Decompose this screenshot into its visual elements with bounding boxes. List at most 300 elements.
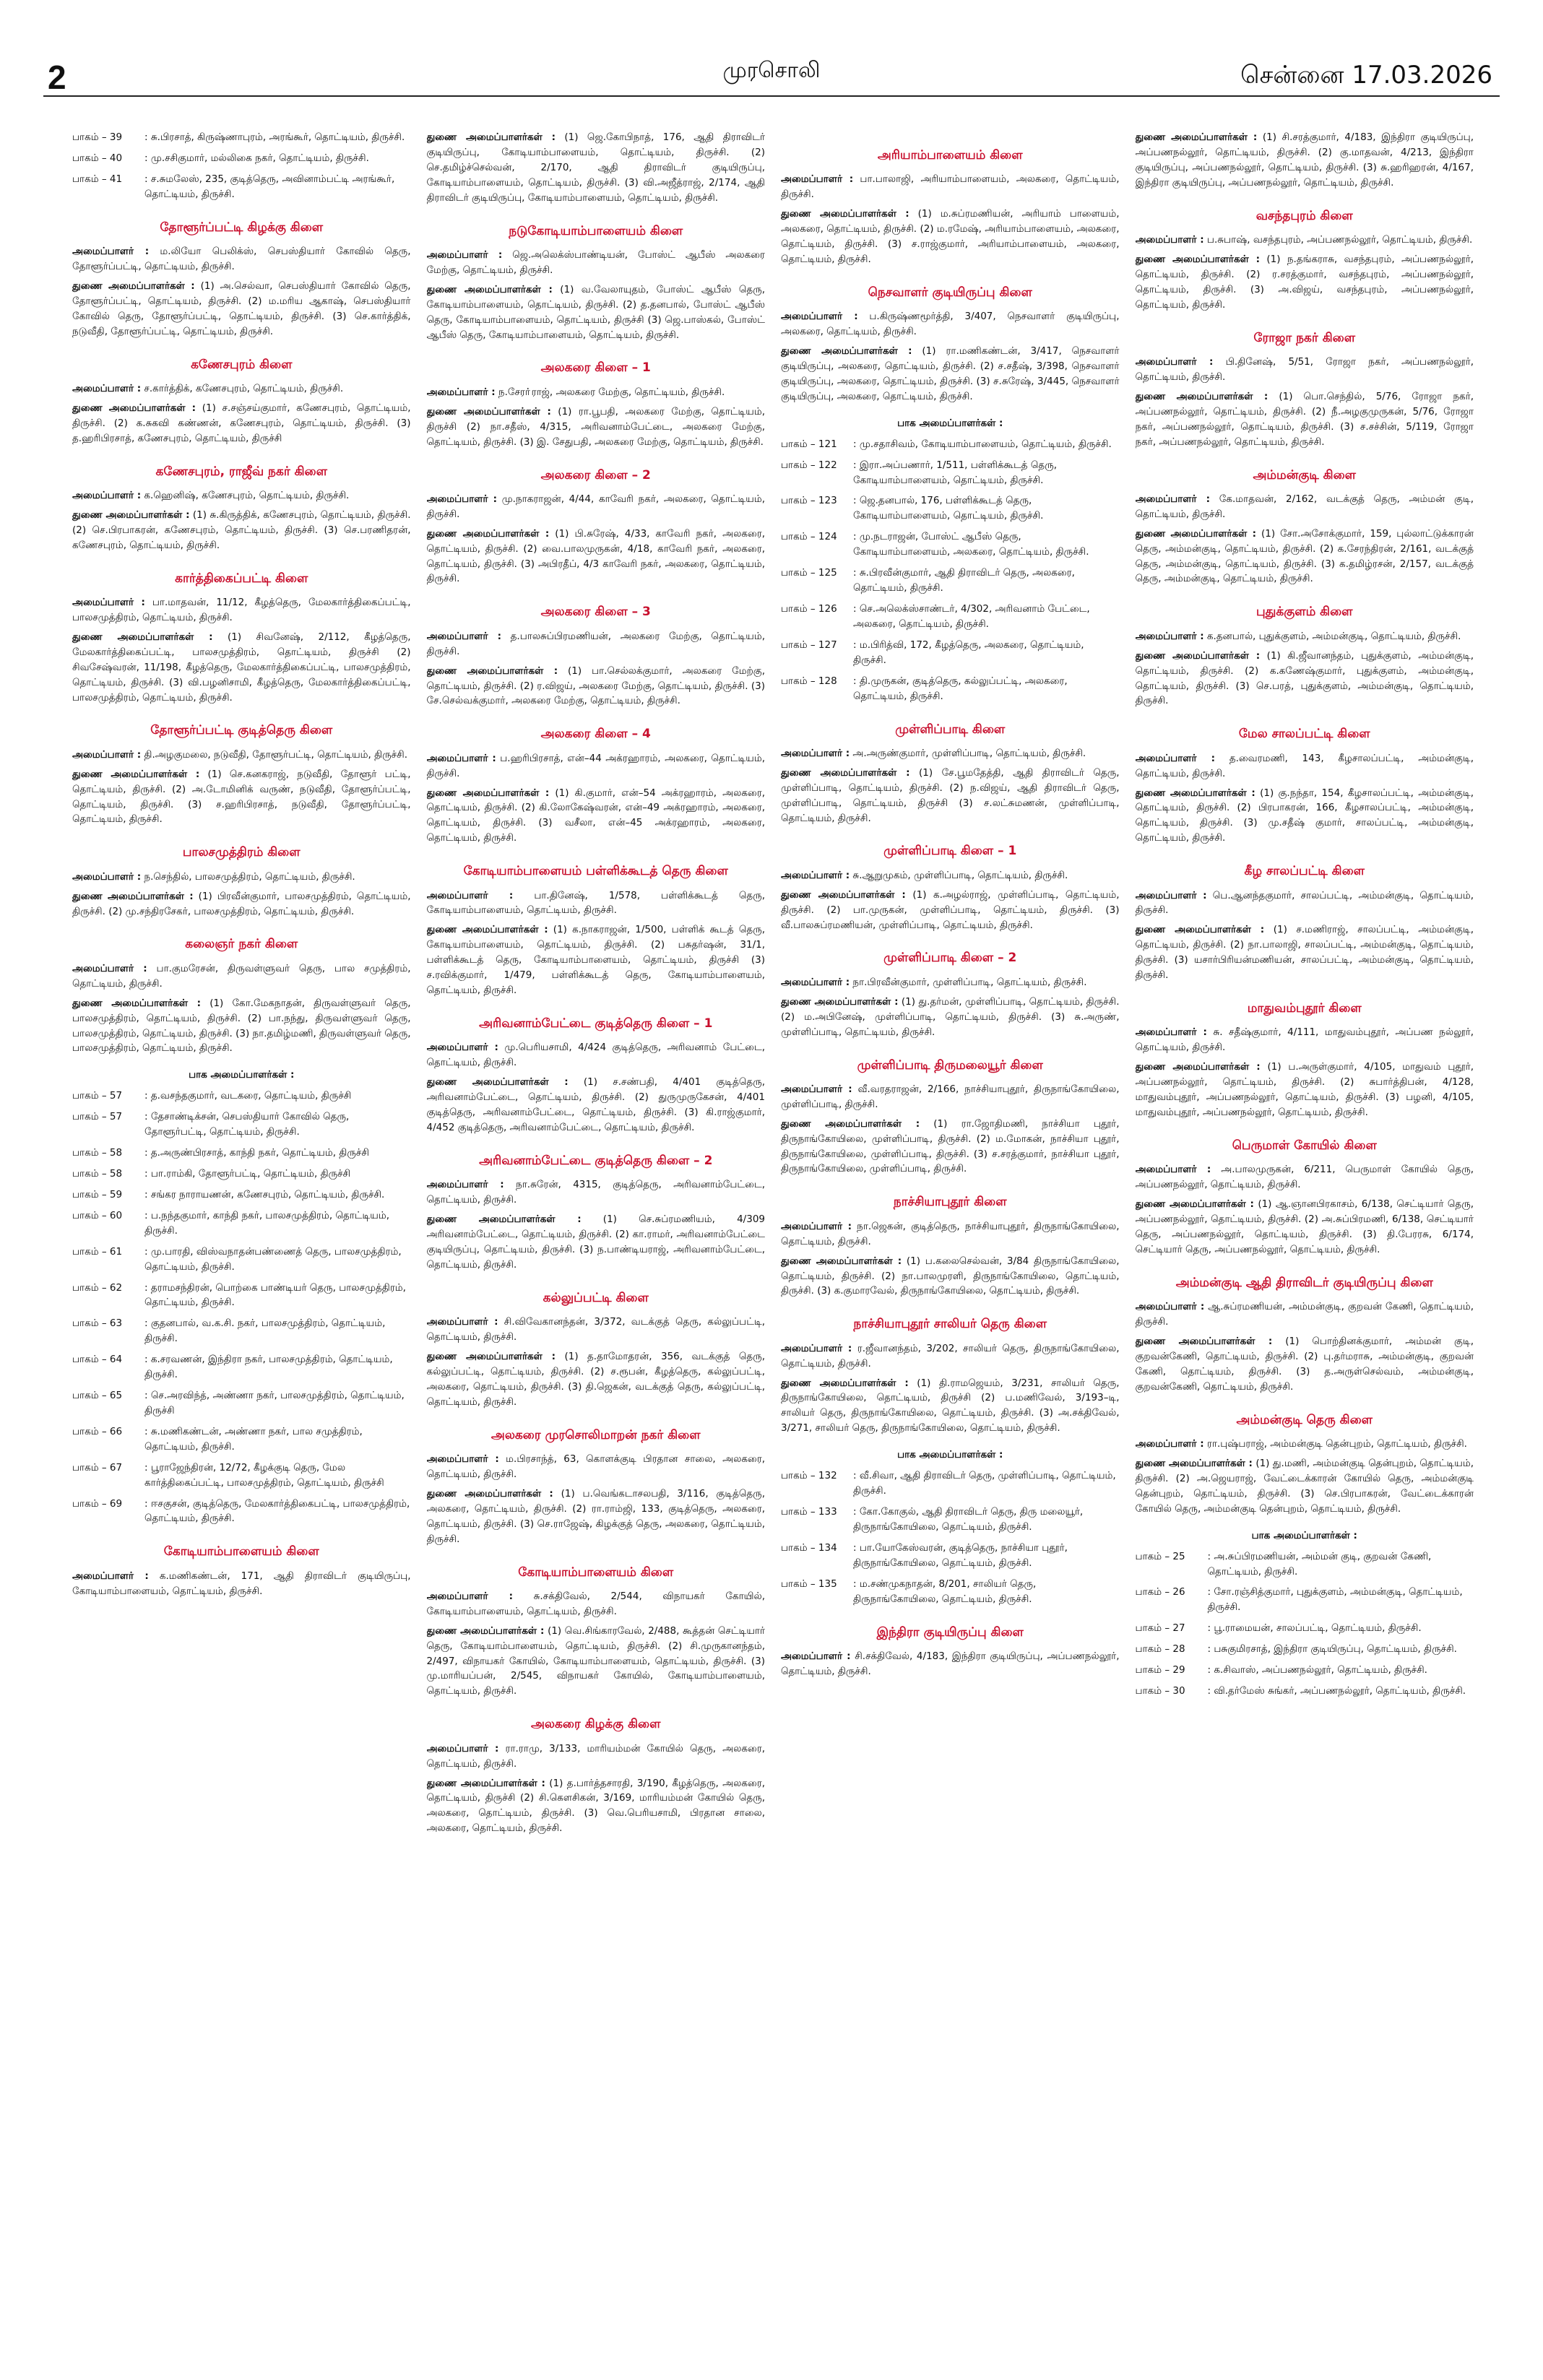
- branch-entry: [781, 1082, 1120, 1112]
- branch-title: வசந்தபுரம் கிளை: [1255, 208, 1353, 223]
- ward-row: [781, 493, 1120, 524]
- ward-row: [1136, 1663, 1474, 1678]
- member-details: (1) சி.சரத்குமார், 4/183, இந்திரா குடியிருப்பு, அப்பணநல்லூர், தொட்டியம், திருச்சி. (2) கு.மாதவன், 4/213, இந்திரா குடியிருப்பு, அப்பணநல்லூர், தொட்டியம், திருச்சி. (3) சு.ஹரிஹரன், 4/167, இந்திரா குடியிருப்பு, அப்பணநல்லூர், தொட்டியம், திருச்சி.: [1135, 131, 1474, 189]
- role-label: அமைப்பாளர் :: [426, 1042, 498, 1054]
- branch-entry: [427, 1624, 766, 1700]
- ward-row: [72, 1316, 411, 1346]
- role-label: அமைப்பாளர் :: [1135, 493, 1211, 505]
- branch-section: [427, 1426, 766, 1547]
- ward-row: [72, 1089, 411, 1104]
- branch-entry: [427, 1776, 766, 1837]
- branch-entry: [781, 766, 1120, 826]
- branch-title: அம்மன்குடி கிளை: [1253, 467, 1357, 483]
- member-details: (1) பொ.செந்தில், 5/76, ரோஜா நகர், அப்பணநல்லூர், தொட்டியம், திருச்சி. (2) நீ.அழகுமுருகன், 5/76, ரோஜா நகர், அப்பணநல்லூர், தொட்டியம், திருச்சி. (3) ச.சச்சின், 5/119, ரோஜா நகர், அப்பணநல்லூர், தொட்டியம், திருச்சி.: [1135, 390, 1474, 448]
- column-3: [781, 130, 1120, 2355]
- branch-entry: [72, 889, 411, 919]
- branch-section: [1136, 207, 1474, 313]
- role-label: துணை அமைப்பாளர்கள் :: [781, 766, 910, 779]
- member-details: மு.நாகராஜன், 4/44, காவேரி நகர், அலகரை, தொட்டியம், திருச்சி.: [426, 493, 765, 520]
- branch-title: புதுக்குளம் கிளை: [1255, 605, 1353, 620]
- member-details: க.தனபால், புதுக்குளம், அம்மன்குடி, தொட்டியம், திருச்சி.: [1203, 630, 1461, 642]
- ward-number: பாகம் – 57: [72, 1090, 123, 1102]
- ward-number: பாகம் – 25: [1135, 1550, 1185, 1562]
- branch-section: [781, 1623, 1120, 1679]
- member-details: கே.மாதவன், 2/162, வடக்குத் தெரு, அம்மன் குடி, தொட்டியம், திருச்சி.: [1135, 493, 1474, 520]
- branch-title: கலைஞர் நகர் கிளை: [185, 937, 298, 952]
- role-label: துணை அமைப்பாளர்கள் :: [426, 1350, 556, 1362]
- branch-entry: [427, 888, 766, 919]
- ward-details: : இரா.அப்பணார், 1/511, பள்ளிக்கூடத் தெரு, கோடியாம்பாளையம், தொட்டியம், திருச்சி.: [853, 459, 1057, 486]
- branch-section: [427, 130, 766, 206]
- member-details: வீ.வரதராஜன், 2/166, நாச்சியாபுதூர், திருநாங்கோயிலை, முள்ளிப்பாடி, திருச்சி.: [781, 1083, 1120, 1110]
- member-details: ந.சேரா்ராஜ், அலகரை மேற்கு, தொட்டியம், திருச்சி.: [495, 386, 725, 398]
- branch-section: [427, 1715, 766, 1836]
- member-details: (1) த.பார்த்தசாரதி, 3/190, கீழத்தெரு, அலகரை, தொட்டியம், திருச்சி (2) சி.கௌசிகன், 3/169, மாரியம்மன் கோயில் தெரு, அலகரை, தொட்டியம், திருச்சி. (3) வெ.பெரியசாமி, பிரதான சாலை, அலகரை, தொட்டியம், திருச்சி.: [426, 1777, 765, 1835]
- role-label: துணை அமைப்பாளர்கள் :: [426, 527, 550, 540]
- role-label: அமைப்பாளர் :: [1135, 889, 1207, 901]
- branch-entry: [1136, 252, 1474, 313]
- role-label: துணை அமைப்பாளர்கள் :: [426, 1777, 545, 1789]
- ward-row: [72, 1388, 411, 1419]
- branch-entry: [427, 385, 766, 400]
- role-label: துணை அமைப்பாளர்கள் :: [1135, 649, 1261, 662]
- branch-title: தோளூர்ப்பட்டி கிழக்கு கிளை: [160, 220, 324, 235]
- branch-entry: [1136, 1197, 1474, 1258]
- branch-title: கார்த்திகைப்பட்டி கிளை: [175, 571, 308, 586]
- branch-title: கீழ சாலப்பட்டி கிளை: [1244, 864, 1365, 879]
- branch-entry: [427, 922, 766, 998]
- ward-number: பாகம் – 65: [72, 1390, 123, 1402]
- ward-number: பாகம் – 40: [72, 152, 123, 164]
- ward-details: : அ.சுப்பிரமணியன், அம்மன் குடி, குறவன் கேணி, தொட்டியம், திருச்சி.: [1207, 1550, 1432, 1578]
- branch-entry: [72, 244, 411, 274]
- branch-section: [427, 862, 766, 998]
- ward-details: : செ.அலெக்ஸ்சாண்டர், 4/302, அரிவனாம் பேட்டை, அலகரை, தொட்டியம், திருச்சி.: [853, 602, 1090, 630]
- member-details: நா.பிரவீன்குமார், முள்ளிப்பாடி, தொட்டியம், திருச்சி.: [850, 976, 1087, 988]
- member-details: பா.தினேஷ், 1/578, பள்ளிக்கூடத் தெரு, கோடியாம்பாளையம், தொட்டியம், திருச்சி.: [426, 889, 765, 917]
- member-details: (1) த.தாமோதரன், 356, வடக்குத் தெரு, கல்லுப்பட்டி, தொட்டியம், திருச்சி. (2) ச.ரூபன், கீழத்தெரு, கல்லுப்பட்டி, அலகரை, தொட்டியம், திருச்சி. (3) தி.ஜெகன், வடக்குத் தெரு, கல்லுப்பட்டி, தொட்டியம், திருச்சி.: [426, 1350, 765, 1408]
- member-details: பா.குமரேசன், திருவள்ளுவர் தெரு, பால சமுத்திரம், தொட்டியம், திருச்சி.: [72, 962, 411, 990]
- role-label: துணை அமைப்பாளர்கள் :: [426, 665, 558, 677]
- ward-details: : க.சரவணன், இந்திரா நகர், பாலசமுத்திரம், தொட்டியம், திருச்சி.: [144, 1354, 393, 1381]
- branch-entry: [781, 207, 1120, 267]
- branch-title: கணேசபுரம், ராஜீவ் நகர் கிளை: [155, 464, 327, 479]
- ward-row: [72, 1497, 411, 1527]
- member-details: (1) து.தர்மன், முள்ளிப்பாடி, தொட்டியம், திருச்சி. (2) ம.அபினேஷ், முள்ளிப்பாடி, தொட்டியம், திருச்சி. (3) சு.அருண், முள்ளிப்பாடி, தொட்டியம், திருச்சி.: [781, 995, 1120, 1038]
- member-details: த.வைரமணி, 143, கீழசாலப்பட்டி, அம்மன்குடி, தொட்டியம், திருச்சி.: [1135, 752, 1474, 779]
- role-label: அமைப்பாளர் :: [1135, 355, 1214, 368]
- branch-title: நெசவாளர் குடியிருப்பு கிளை: [868, 285, 1032, 300]
- branch-title: முள்ளிப்பாடி திருமலையூர் கிளை: [857, 1057, 1043, 1073]
- role-label: அமைப்பாளர் :: [72, 489, 142, 501]
- role-label: அமைப்பாளர் :: [426, 1453, 499, 1465]
- member-details: ரா.புஷ்பராஜ், அம்மன்குடி தென்புறம், தொட்டியம், திருச்சி.: [1203, 1438, 1467, 1450]
- branch-title: கணேசபுரம் கிளை: [191, 357, 293, 372]
- branch-entry: [72, 279, 411, 339]
- member-details: (1) ரா.ஜோதிமணி, நாச்சியா புதூர், திருநாங்கோயிலை, முள்ளிப்பாடி, திருச்சி. (2) ம.மோகன், நாச்சியா புதூர், திருநாங்கோயிலை, முள்ளிப்பாடி, திருச்சி. (3) ச.சரத்குமார், நாச்சியா புதூர், திருநாங்கோயிலை, முள்ளிப்பாடி, திருச்சி.: [781, 1117, 1120, 1175]
- branch-entry: [1136, 389, 1474, 450]
- role-label: துணை அமைப்பாளர்கள் :: [72, 997, 202, 1009]
- ward-details: : ம.சண்முகநாதன், 8/201, சாலியர் தெரு, திருநாங்கோயிலை, தொட்டியம், திருச்சி.: [853, 1578, 1037, 1605]
- branch-title: பெருமாள் கோயில் கிளை: [1232, 1138, 1377, 1153]
- branch-section: [1136, 602, 1474, 709]
- ward-row: [72, 151, 411, 166]
- role-label: அமைப்பாளர் :: [781, 976, 850, 988]
- ward-number: பாகம் – 57: [72, 1111, 123, 1123]
- member-details: சு.ஆறுமுகம், முள்ளிப்பாடி, தொட்டியம், திருச்சி.: [850, 869, 1068, 881]
- member-details: (1) சிவனேஷ், 2/112, கீழத்தெரு, மேலகார்த்திகைப்பட்டி, பாலசமுத்திரம், தொட்டியம், திருச்சி (2) சிவசேஷ்வரன், 11/198, கீழத்தெரு, மேலகார்த்திகைப்பட்டி, பாலசமுத்திரம், தொட்டியம், திருச்சி. (3) வி.பழனிசாமி, கீழத்தெரு, மேலகார்த்திகைப்பட்டி, பாலசமுத்திரம், தொட்டியம், திருச்சி.: [72, 631, 411, 704]
- branch-title: ரோஜா நகர் கிளை: [1253, 330, 1356, 345]
- branch-entry: [72, 401, 411, 446]
- member-details: (1) ந.தங்கராசு, வசந்தபுரம், அப்பணநல்லூர், தொட்டியம், திருச்சி. (2) ர.சரத்குமார், வசந்தபுரம், அப்பணநல்லூர், தொட்டியம், திருச்சி. (3) அ.விஜய், வசந்தபுரம், அப்பணநல்லூர், தொட்டியம், திருச்சி.: [1135, 253, 1474, 311]
- ward-number: பாகம் – 61: [72, 1245, 123, 1258]
- role-label: துணை அமைப்பாளர்கள் :: [72, 890, 194, 902]
- role-label: துணை அமைப்பாளர்கள் :: [426, 1624, 545, 1637]
- subsection-heading: பாக அமைப்பாளர்கள் :: [897, 417, 1003, 429]
- role-label: அமைப்பாளர் :: [72, 1570, 149, 1582]
- branch-entry: [427, 1040, 766, 1070]
- ward-number: பாகம் – 132: [781, 1470, 837, 1482]
- ward-details: : த.அருண்பிரசாத், காந்தி நகர், தொட்டியம், திருச்சி: [144, 1147, 369, 1159]
- branch-entry: [781, 1376, 1120, 1437]
- branch-title: அலகரை கிளை – 3: [540, 605, 651, 620]
- branch-title: அரிவனாம்பேட்டை குடித்தெரு கிளை – 1: [479, 1016, 713, 1031]
- branch-entry: [427, 1349, 766, 1410]
- branch-title: முள்ளிப்பாடி கிளை – 1: [883, 844, 1017, 859]
- branch-title: அலகரை முரசொலிமாறன் நகர் கிளை: [490, 1427, 701, 1442]
- member-details: ஜெ.அலெக்ஸ்பாண்டியன், போஸ்ட் ஆபீஸ் அலகரை மேற்கு, தொட்டியம், திருச்சி.: [426, 248, 765, 276]
- branch-section: [781, 841, 1120, 932]
- branch-title: அலகரை கிழக்கு கிளை: [531, 1717, 661, 1732]
- role-label: அமைப்பாளர் :: [1135, 1438, 1204, 1450]
- role-label: துணை அமைப்பாளர்கள் :: [781, 1255, 902, 1267]
- role-label: துணை அமைப்பாளர்கள் :: [426, 1487, 553, 1500]
- member-details: அ.அருண்குமார், முள்ளிப்பாடி, தொட்டியம், திருச்சி.: [850, 747, 1086, 759]
- branch-entry: [72, 488, 411, 503]
- ward-details: : ம.பிரித்வி, 172, கீழத்தெரு, அலகரை, தொட்டியம், திருச்சி.: [853, 639, 1084, 666]
- branch-section: [1136, 466, 1474, 587]
- branch-entry: [427, 130, 766, 206]
- article-columns: [72, 130, 1474, 2355]
- role-label: துணை அமைப்பாளர்கள் :: [426, 1076, 569, 1089]
- branch-section: [1136, 724, 1474, 846]
- branch-section: [72, 355, 411, 446]
- ward-number: பாகம் – 27: [1135, 1622, 1185, 1635]
- branch-entry: [1136, 527, 1474, 587]
- branch-entry: [427, 282, 766, 343]
- ward-details: : க.சிவாஸ், அப்பணநல்லூர், தொட்டியம், திருச்சி.: [1207, 1664, 1427, 1676]
- ward-number: பாகம் – 41: [72, 173, 123, 185]
- branch-entry: [427, 751, 766, 782]
- member-details: ச.கார்த்திக், கணேசபுரம், தொட்டியம், திருச்சி.: [141, 382, 344, 394]
- member-details: க.ஹெனிஷ், கணேசபுரம், தொட்டியம், திருச்சி.: [141, 489, 350, 501]
- branch-title: அரியாம்பாளையம் கிளை: [877, 148, 1023, 163]
- member-details: (1) ப.அருள்குமார், 4/105, மாதுவம் புதூர், அப்பணநல்லூர், தொட்டியம், திருச்சி. (2) சுபார்த்திபன், 4/128, மாதுவம்புதூர், அப்பணநல்லூர், தொட்டியம், திருச்சி. (3) பழனி, 4/105, மாதுவம்புதூர், அப்பணநல்லூர், தொட்டியம், திருச்சி.: [1135, 1061, 1474, 1119]
- ward-number: பாகம் – 66: [72, 1425, 123, 1437]
- role-label: அமைப்பாளர் :: [1135, 752, 1216, 764]
- branch-entry: [427, 248, 766, 278]
- ward-number: பாகம் – 123: [781, 495, 837, 507]
- newspaper-name: முரசொலி: [722, 58, 821, 83]
- subsection-heading: பாக அமைப்பாளர்கள் :: [1251, 1529, 1357, 1541]
- ward-row: [72, 1208, 411, 1239]
- member-details: (1) ச.மணிராஜ், சாலப்பட்டி, அம்மன்குடி, தொட்டியம், திருச்சி. (2) நா.பாலாஜி, சாலப்பட்டி, அம்மன்குடி, தொட்டியம், திருச்சி. (3) யசார்பிரியன்மணியன், சாலப்பட்டி, அம்மன்குடி, தொட்டியம், திருச்சி.: [1135, 924, 1474, 982]
- member-details: (1) ச.சண்பதி, 4/401 குடித்தெரு, அரிவனாம்பேட்டை, தொட்டியம், திருச்சி. (2) துருமுருகேசன், 4/401 குடித்தெரு, அரிவனாம்பேட்டை, தொட்டியம், திருச்சி. (3) கி.ராஜ்குமார், 4/452 குடித்தெரு, அரிவனாம்பேட்டை, தொட்டியம், திருச்சி.: [426, 1076, 765, 1133]
- ward-number: பாகம் – 29: [1135, 1664, 1185, 1676]
- role-label: அமைப்பாளர் :: [426, 493, 498, 505]
- ward-number: பாகம் – 58: [72, 1167, 123, 1180]
- ward-row: [72, 1352, 411, 1382]
- column-1: [72, 130, 411, 2355]
- branch-entry: [72, 870, 411, 885]
- member-details: (1) ஆ.ஞானபிரகாசம், 6/138, செட்டியார் தெரு, அப்பணநல்லூர், தொட்டியம், திருச்சி. (2) அ.சுப்பிரமணி, 6/138, செட்டியார் தெரு, அப்பணநல்லூர், தொட்டியம், திருச்சி. (3) தி.பேரரசு, 6/174, செட்டியார் தெரு, அப்பணநல்லூர், தொட்டியம், திருச்சி.: [1135, 1198, 1474, 1255]
- branch-entry: [1136, 1299, 1474, 1330]
- branch-entry: [1136, 649, 1474, 709]
- branch-title: இந்திரா குடியிருப்பு கிளை: [876, 1624, 1024, 1640]
- ward-list: [72, 1089, 411, 1526]
- branch-title: பாலசமுத்திரம் கிளை: [182, 845, 301, 860]
- branch-entry: [427, 527, 766, 587]
- branch-entry: [781, 888, 1120, 933]
- branch-entry: [427, 1315, 766, 1345]
- branch-entry: [781, 309, 1120, 339]
- branch-entry: [72, 508, 411, 553]
- member-details: (1) சோ.அசோக்குமார், 159, புல்லாட்டுக்காரன் தெரு, அம்மன்குடி, தொட்டியம், திருச்சி. (2) க.சேரந்திரன், 2/161, வடக்குத் தெரு, அம்மன்குடி, தொட்டியம், திருச்சி. (3) க.தமிழ்ரசன், 2/157, வடக்குத் தெரு, அம்மன்குடி, தொட்டியம், திருச்சி.: [1135, 527, 1474, 585]
- branch-entry: [1136, 1162, 1474, 1193]
- role-label: துணை அமைப்பாளர்கள் :: [426, 405, 551, 417]
- branch-section: [1136, 862, 1474, 983]
- ward-row: [72, 1424, 411, 1455]
- ward-details: : பசுகுமிரசாத், இந்திரா குடியிருப்பு, தொட்டியம், திருச்சி.: [1207, 1643, 1457, 1656]
- role-label: அமைப்பாளர் :: [426, 386, 496, 398]
- branch-entry: [427, 1452, 766, 1482]
- branch-entry: [427, 1589, 766, 1619]
- branch-entry: [1136, 355, 1474, 385]
- branch-title: அலகரை கிளை – 2: [540, 467, 651, 483]
- ward-number: பாகம் – 64: [72, 1354, 123, 1366]
- branch-section: [1136, 130, 1474, 191]
- branch-section: [781, 1193, 1120, 1299]
- branch-entry: [781, 995, 1120, 1040]
- role-label: துணை அமைப்பாளர்கள் :: [1135, 390, 1268, 402]
- branch-title: கல்லுப்பட்டி கிளை: [543, 1290, 649, 1305]
- role-label: அமைப்பாளர் :: [781, 1342, 852, 1354]
- branch-entry: [1136, 1060, 1474, 1120]
- member-details: சி.விவேகானந்தன், 3/372, வடக்குத் தெரு, கல்லுப்பட்டி, தொட்டியம், திருச்சி.: [426, 1316, 765, 1343]
- ward-number: பாகம் – 67: [72, 1461, 123, 1474]
- ward-row: [72, 1146, 411, 1161]
- member-details: (1) தி.ராமஜெயம், 3/231, சாலியர் தெரு, திருநாங்கோயிலை, தொட்டியம், திருச்சி (2) ப.மணிவேல், 3/193–டி, சாலியர் தெரு, திருநாங்கோயிலை, தொட்டியம், திருச்சி. (3) அ.சக்திவேல், 3/271, சாலியர் தெரு, திருநாங்கோயிலை, தொட்டியம், திருச்சி.: [781, 1377, 1120, 1435]
- ward-number: பாகம் – 122: [781, 459, 837, 471]
- ward-number: பாகம் – 39: [72, 131, 123, 143]
- role-label: துணை அமைப்பாளர்கள் :: [1135, 1457, 1253, 1469]
- ward-list: [781, 437, 1120, 704]
- role-label: அமைப்பாளர் :: [781, 1083, 852, 1095]
- member-details: ம.லியோ பெலிக்ஸ், செபஸ்தியார் கோவில் தெரு, தோளூர்ப்பட்டி, தொட்டியம், திருச்சி.: [72, 246, 411, 272]
- role-label: துணை அமைப்பாளர்கள் :: [426, 787, 550, 799]
- role-label: துணை அமைப்பாளர்கள் :: [72, 402, 196, 414]
- branch-title: அரிவனாம்பேட்டை குடித்தெரு கிளை – 2: [479, 1153, 713, 1168]
- member-details: ப.கிருஷ்ணமூர்த்தி, 3/407, நெசவாளர் குடியிருப்பு, அலகரை, தொட்டியம், திருச்சி.: [781, 311, 1120, 338]
- branch-section: [72, 218, 411, 339]
- branch-title: கோடியாம்பாளையம் பள்ளிக்கூடத் தெரு கிளை: [463, 864, 728, 879]
- member-details: (1) வெ.சிங்காரவேல், 2/488, கூத்தன் செட்டியார் தெரு, கோடியாம்பாளையம், தொட்டியம், திருச்சி. (2) சி.முருகானந்தம், 2/497, விநாயகர் கோயில், கோடியாம்பாளையம், தொட்டியம், திருச்சி. (3) மு.மாரியப்பன், 2/545, விநாயகர் கோயில், கோடியாம்பாளையம், தொட்டியம், திருச்சி.: [426, 1624, 765, 1697]
- ward-row: [72, 130, 411, 145]
- role-label: துணை அமைப்பாளர்கள் :: [426, 1213, 582, 1226]
- branch-section: [781, 283, 1120, 404]
- member-details: (1) ப.வெங்கடாசலபதி, 3/116, குடித்தெரு, அலகரை, தொட்டியம், திருச்சி. (2) ரா.ராம்ஜி, 133, குடித்தெரு, அலகரை, தொட்டியம், திருச்சி. (3) செ.ராஜேஷ், கிழக்குத் தெரு, அலகரை, தொட்டியம், திருச்சி.: [426, 1487, 765, 1545]
- ward-list: [72, 130, 411, 202]
- branch-entry: [1136, 751, 1474, 782]
- branch-entry: [1136, 130, 1474, 191]
- ward-row: [1136, 1684, 1474, 1699]
- member-details: (1) பி.சுரேஷ், 4/33, காவேரி நகர், அலகரை, தொட்டியம், திருச்சி. (2) வை.பாலமுருகன், 4/18, காவேரி நகர், அலகரை, தொட்டியம், திருச்சி. (3) அபிரதீப், 4/3 காவேரி நகர், அலகரை, தொட்டியம், திருச்சி.: [426, 527, 765, 585]
- role-label: அமைப்பாளர் :: [72, 596, 145, 608]
- role-label: துணை அமைப்பாளர்கள் :: [426, 924, 548, 936]
- subsection-heading: பாக அமைப்பாளர்கள் :: [897, 1449, 1003, 1461]
- member-details: (1) ப.கலைசெல்வன், 3/84 திருநாங்கோயிலை, தொட்டியம், திருச்சி. (2) நா.பாலமுரளி, திருநாங்கோயிலை, தொட்டியம், திருச்சி. (3) க.குமாரவேல், திருநாங்கோயிலை, தொட்டியம், திருச்சி.: [781, 1255, 1120, 1297]
- member-details: பா.மாதவன், 11/12, கீழத்தெரு, மேலகார்த்திகைப்பட்டி, பாலசமுத்திரம், தொட்டியம், திருச்சி.: [72, 596, 411, 623]
- branch-section: [781, 1056, 1120, 1177]
- member-details: ந.செந்தில், பாலசமுத்திரம், தொட்டியம், திருச்சி.: [141, 870, 355, 883]
- ward-number: பாகம் – 126: [781, 602, 837, 615]
- member-details: சி.சக்திவேல், 4/183, இந்திரா குடியிருப்பு, அப்பணநல்லூர், தொட்டியம், திருச்சி.: [781, 1650, 1120, 1677]
- branch-entry: [72, 961, 411, 992]
- member-details: பெ.ஆனந்தகுமார், சாலப்பட்டி, அம்மன்குடி, தொட்டியம், திருச்சி.: [1135, 889, 1474, 917]
- member-details: (1) க.அழல்ராஜ், முள்ளிப்பாடி, தொட்டியம், திருச்சி. (2) பா.முருகன், முள்ளிப்பாடி, தொட்டியம், திருச்சி. (3) வீ.பாலசுப்ரமணியன், முள்ளிப்பாடி, தொட்டியம், திருச்சி.: [781, 888, 1120, 931]
- page-header: [0, 0, 1543, 96]
- role-label: அமைப்பாளர் :: [426, 248, 503, 261]
- role-label: துணை அமைப்பாளர்கள் :: [1135, 1198, 1254, 1211]
- ward-details: : தி.முருகன், குடித்தெரு, கல்லுப்பட்டி, அலகரை, தொட்டியம், திருச்சி.: [853, 675, 1068, 702]
- ward-details: : குதனபால், வ.க.சி. நகர், பாலசமுத்திரம், தொட்டியம், திருச்சி.: [144, 1317, 386, 1345]
- branch-title: கோடியாம்பாளையம் கிளை: [518, 1565, 674, 1580]
- branch-title: முள்ளிப்பாடி கிளை: [895, 722, 1006, 737]
- member-details: (1) செ.கனகராஜ், நடுவீதி, தோளூர் பட்டி, தொட்டியம், திருச்சி. (2) அ.டோமினிக் வருண், நடுவீதி, தோளூர்ப்பட்டி, தொட்டியம், திருச்சி. (3) ச.ஹரிபிரசாத், நடுவீதி, தோளூர்ப்பட்டி, தொட்டியம், திருச்சி.: [72, 768, 411, 826]
- role-label: அமைப்பாளர் :: [1135, 1164, 1211, 1176]
- ward-row: [781, 1577, 1120, 1607]
- branch-section: [1136, 329, 1474, 450]
- member-details: ம.பிரசாந்த், 63, கொளக்குடி பிரதான சாலை, அலகரை, தொட்டியம், திருச்சி.: [426, 1453, 765, 1480]
- branch-entry: [1136, 1456, 1474, 1517]
- member-details: த.பாலசுப்பிரமணியன், அலகரை மேற்கு, தொட்டியம், திருச்சி.: [426, 630, 765, 657]
- ward-row: [781, 674, 1120, 704]
- role-label: துணை அமைப்பாளர்கள் :: [426, 283, 553, 295]
- member-details: சு.சக்திவேல், 2/544, விநாயகர் கோயில், கோடியாம்பாளையம், தொட்டியம், திருச்சி.: [426, 1590, 765, 1617]
- ward-number: பாகம் – 121: [781, 438, 837, 450]
- ward-row: [781, 458, 1120, 488]
- branch-title: மாதுவம்புதூர் கிளை: [1247, 1001, 1362, 1016]
- role-label: அமைப்பாளர் :: [781, 747, 850, 759]
- role-label: அமைப்பாளர் :: [1135, 1301, 1205, 1313]
- branch-entry: [1136, 1025, 1474, 1055]
- branch-section: [72, 462, 411, 553]
- ward-number: பாகம் – 60: [72, 1209, 123, 1221]
- member-details: பி.தினேஷ், 5/51, ரோஜா நகர், அப்பணநல்லூர், தொட்டியம், திருச்சி.: [1135, 355, 1474, 383]
- ward-details: : ஈசகுசன், குடித்தெரு, மேலகார்த்திகைபட்டி, பாலசமுத்திரம், தொட்டியம், திருச்சி.: [144, 1497, 410, 1525]
- branch-entry: [781, 975, 1120, 990]
- ward-row: [72, 1187, 411, 1203]
- page-number: 2: [48, 59, 66, 96]
- branch-entry: [781, 1341, 1120, 1372]
- role-label: துணை அமைப்பாளர்கள் :: [781, 345, 912, 358]
- branch-section: [1136, 1136, 1474, 1258]
- branch-entry: [427, 664, 766, 709]
- ward-row: [781, 437, 1120, 452]
- member-details: (1) பொற்தினக்குமார், அம்மன் குடி, குறவன்கேணி, தொட்டியம், திருச்சி. (2) பு.தர்மராசு, அம்மன்குடி, குறவன் கேணி, தொட்டியம், திருச்சி. (3) த.அருள்செல்வம், அம்மன்குடி, குறவன்கேணி, தொட்டியம், திருச்சி.: [1135, 1336, 1474, 1393]
- role-label: அமைப்பாளர் :: [72, 382, 142, 394]
- branch-section: [1136, 999, 1474, 1120]
- role-label: அமைப்பாளர் :: [72, 870, 142, 883]
- ward-details: : பா.யோகேஸ்வரன், குடித்தெரு, நாச்சியா புதூர், திருநாங்கோயிலை, தொட்டியம், திருச்சி.: [853, 1541, 1068, 1569]
- ward-list: [1136, 1549, 1474, 1699]
- branch-entry: [781, 746, 1120, 761]
- member-details: (1) ரா.பூபதி, அலகரை மேற்கு, தொட்டியம், திருச்சி (2) நா.சதீஸ், 4/315, அரிவனாம்பேட்டை, அலகரை மேற்கு, தொட்டியம், திருச்சி. (3) இ. சேதுபதி, அலகரை மேற்கு, தொட்டியம், திருச்சி.: [426, 405, 765, 448]
- ward-number: பாகம் – 69: [72, 1497, 123, 1510]
- ward-row: [72, 1109, 411, 1140]
- ward-row: [781, 566, 1120, 596]
- ward-row: [781, 1468, 1120, 1499]
- branch-entry: [781, 1649, 1120, 1679]
- branch-section: [427, 724, 766, 846]
- member-details: (1) சே.பூமதேத்தி, ஆதி திராவிடர் தெரு, முள்ளிப்பாடி, தொட்டியம், திருச்சி. (2) ந.விஜய், ஆதி திராவிடர் தெரு, முள்ளிப்பாடி, தொட்டியம், திருச்சி (3) ச.லட்சுமணன், முள்ளிப்பாடி, தொட்டியம், திருச்சி.: [781, 766, 1120, 824]
- branch-title: நடுகோடியாம்பாளையம் கிளை: [509, 223, 683, 238]
- branch-title: கோடியாம்பாளையம் கிளை: [163, 1544, 319, 1559]
- role-label: துணை அமைப்பாளர்கள் :: [781, 1377, 909, 1389]
- branch-section: [427, 602, 766, 709]
- ward-details: : ச.சுமலேஸ், 235, குடித்தெரு, அவினாம்பட்டி அரங்கூர், தொட்டியம், திருச்சி.: [144, 173, 395, 200]
- ward-number: பாகம் – 62: [72, 1281, 123, 1294]
- branch-section: [72, 843, 411, 919]
- branch-section: [427, 1014, 766, 1135]
- role-label: அமைப்பாளர் :: [426, 1742, 499, 1754]
- branch-entry: [427, 1487, 766, 1547]
- column-2: [427, 130, 766, 2355]
- member-details: ப.சுபாஷ், வசந்தபுரம், அப்பணநல்லூர், தொட்டியம், திருச்சி.: [1203, 234, 1473, 246]
- branch-section: [427, 466, 766, 587]
- branch-section: [781, 1315, 1120, 1436]
- branch-entry: [1136, 1334, 1474, 1395]
- ward-row: [781, 529, 1120, 560]
- branch-entry: [427, 1741, 766, 1772]
- branch-section: [72, 1542, 411, 1598]
- member-details: (1) ச.சஞ்சய்குமார், கணேசபுரம், தொட்டியம், திருச்சி. (2) க.சுகவி கண்ணன், கணேசபுரம், தொட்டியம், திருச்சி. (3) த.ஹரிபிரசாத், கணேசபுரம், தொட்டியம், திருச்சி: [72, 402, 411, 444]
- branch-section: [781, 146, 1120, 267]
- member-details: (1) க.நாகராஜன், 1/500, பள்ளிக் கூடத் தெரு, கோடியாம்பாளையம், தொட்டியம், திருச்சி. (2) பசுதர்ஷன், 31/1, பள்ளிக்கூடத் தெரு, கோடியாம்பாளையம், தொட்டியம், திருச்சி (3) ச.ரவிக்குமார், 1/479, பள்ளிக்கூடத் தெரு, கோடியாம்பாளையம், தொட்டியம், திருச்சி.: [426, 924, 765, 997]
- ward-details: : சு.பிரவீன்குமார், ஆதி திராவிடர் தெரு, அலகரை, தொட்டியம், திருச்சி.: [853, 567, 1075, 594]
- branch-title: அலகரை கிளை – 1: [540, 360, 651, 376]
- member-details: ர.ஜீவானந்தம், 3/202, சாலியர் தெரு, திருநாங்கோயிலை, தொட்டியம், திருச்சி.: [781, 1342, 1120, 1369]
- branch-entry: [781, 344, 1120, 404]
- ward-details: : பா.ராம்கி, தோளூர்பட்டி, தொட்டியம், திருச்சி: [144, 1167, 351, 1180]
- role-label: அமைப்பாளர் :: [72, 748, 142, 761]
- member-details: (1) கு.நந்தா, 154, கீழசாலப்பட்டி, அம்மன்குடி, தொட்டியம், திருச்சி. (2) பிரபாகரன், 166, கீழசாலப்பட்டி, அம்மன்குடி, தொட்டியம், திருச்சி. (3) மு.சதீஷ் குமார், சாலப்பட்டி, அம்மன்குடி, தொட்டியம், திருச்சி.: [1135, 787, 1474, 844]
- ward-details: : மு.சசிகுமார், மல்லிகை நகர், தொட்டியம், திருச்சி.: [144, 152, 369, 164]
- member-details: க.மணிகண்டன், 171, ஆதி திராவிடர் குடியிருப்பு, கோடியாம்பாளையம், தொட்டியம், திருச்சி.: [72, 1570, 411, 1597]
- member-details: ஆ.சுப்ரமணியன், அம்மன்குடி, குறவன் கேணி, தொட்டியம், திருச்சி.: [1135, 1301, 1474, 1328]
- ward-details: : மு.பாரதி, விஸ்வநாதன்பண்ணைத் தெரு, பாலசமுத்திரம், தொட்டியம், திருச்சி.: [144, 1245, 402, 1273]
- role-label: துணை அமைப்பாளர்கள் :: [72, 509, 190, 521]
- role-label: துணை அமைப்பாளர்கள் :: [1135, 1336, 1273, 1348]
- member-details: (1) கோ.மேகநாதன், திருவள்ளுவர் தெரு, பாலசமுத்திரம், தொட்டியம், திருச்சி. (2) பா.நந்து, திருவள்ளுவர் தெரு, பாலசமுத்திரம், தொட்டியம், திருச்சி. (3) நா.தமிழ்மணி, திருவள்ளுவர் தெரு, பாலசமுத்திரம், தொட்டியம், திருச்சி.: [72, 997, 411, 1055]
- member-details: (1) ஜெ.கோபிநாத், 176, ஆதி திராவிடர் குடியிருப்பு, கோடியாம்பாளையம், தொட்டியம், திருச்சி. (2) செ.தமிழ்ச்செல்வன், 2/170, ஆதி திராவிடர் குடியிருப்பு, கோடியாம்பாளையம், தொட்டியம், திருச்சி. (3) வி.அஜீத்ராஜ், 2/174, ஆதி திராவிடர் குடியிருப்பு, கோடியாம்பாளையம், தொட்டியம், திருச்சி.: [426, 131, 765, 204]
- member-details: நா.சுரேன், 4315, குடித்தெரு, அரிவனாம்பேட்டை, தொட்டியம், திருச்சி.: [426, 1179, 765, 1206]
- role-label: துணை அமைப்பாளர்கள் :: [781, 208, 909, 220]
- branch-section: [781, 720, 1120, 826]
- role-label: துணை அமைப்பாளர்கள் :: [781, 995, 899, 1008]
- member-details: நா.ஜெகன், குடித்தெரு, நாச்சியாபுதூர், திருநாங்கோயிலை, தொட்டியம், திருச்சி.: [781, 1220, 1120, 1247]
- ward-number: பாகம் – 124: [781, 531, 837, 543]
